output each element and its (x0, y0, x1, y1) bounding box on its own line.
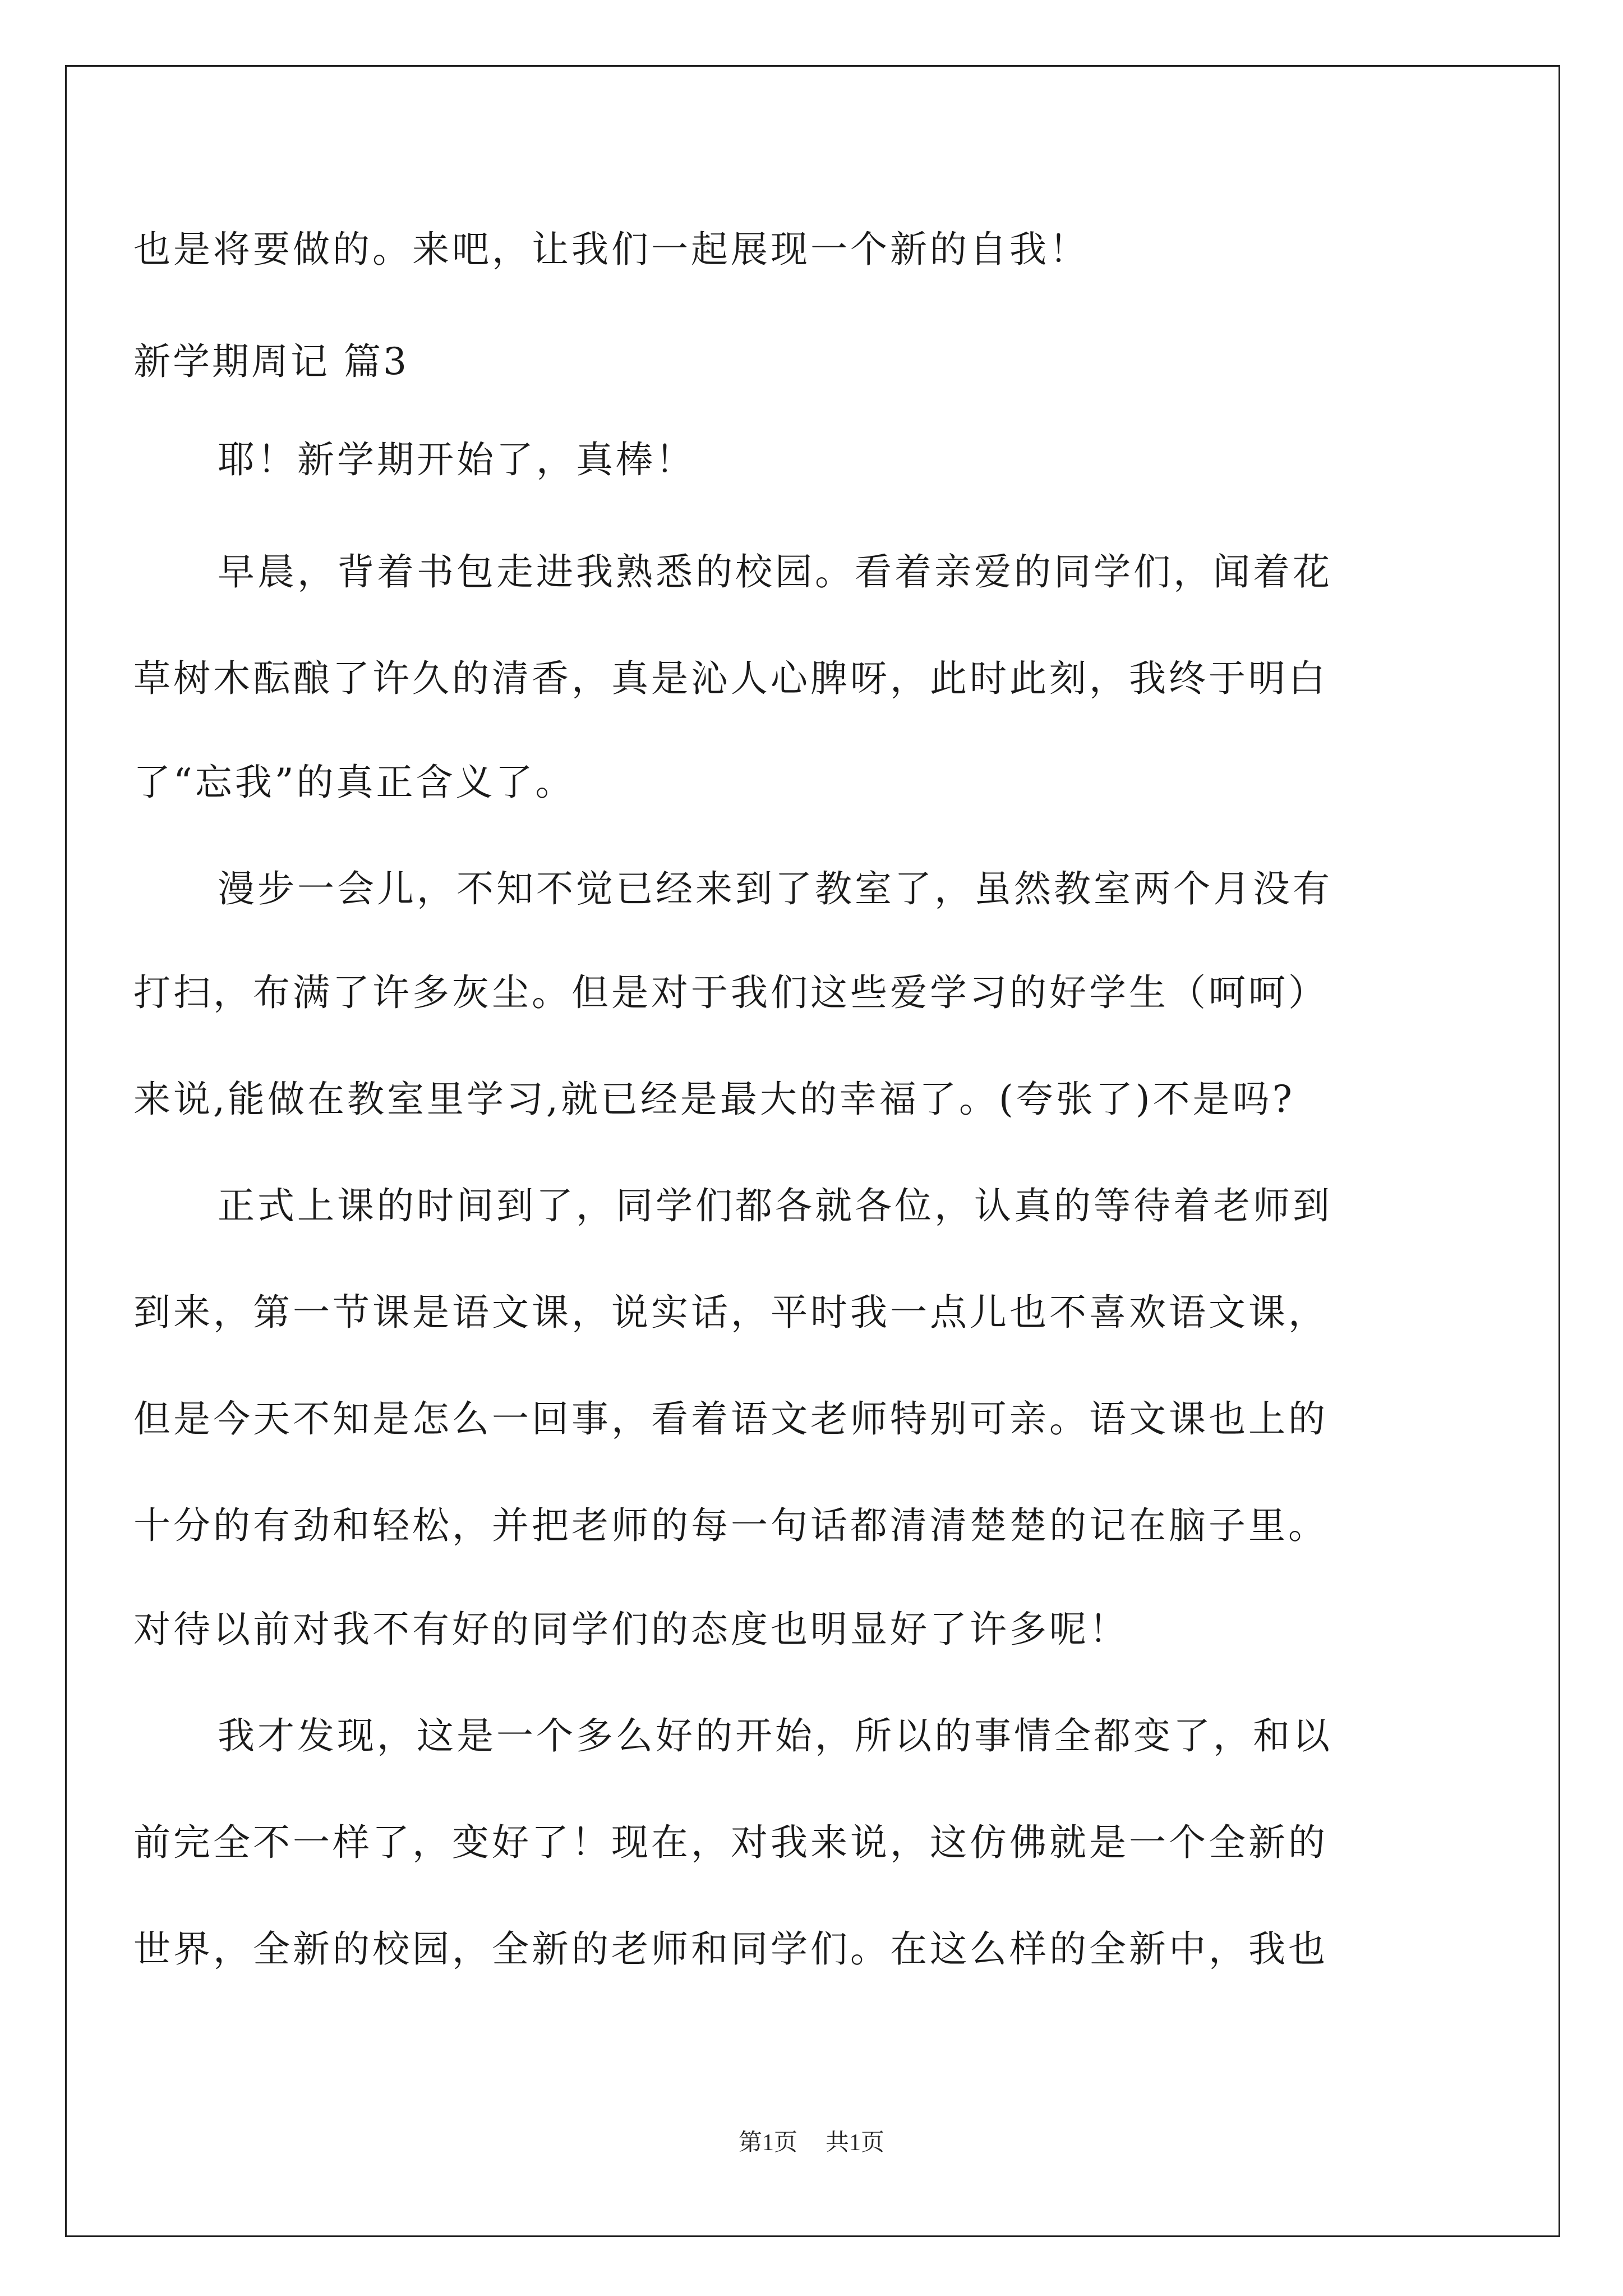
paragraph-continuation-line: 也是将要做的。来吧，让我们一起展现一个新的自我！ (133, 228, 1089, 271)
paragraph-line: 耶！新学期开始了，真棒！ (218, 438, 695, 481)
page-border (65, 65, 1560, 2237)
paragraph-line: 正式上课的时间到了，同学们都各就各位，认真的等待着老师到 (218, 1184, 1332, 1227)
paragraph-line: 我才发现，这是一个多么好的开始，所以的事情全都变了，和以 (218, 1714, 1332, 1757)
paragraph-line: 世界，全新的校园，全新的老师和同学们。在这么样的全新中，我也 (133, 1927, 1328, 1971)
paragraph-line: 草树木酝酿了许久的清香，真是沁人心脾呀，此时此刻，我终于明白 (133, 657, 1328, 700)
page-footer (0, 2129, 1623, 2157)
paragraph-line: 前完全不一样了，变好了！现在，对我来说，这仿佛就是一个全新的 (133, 1821, 1328, 1864)
page-number-total: 共1页 (826, 2130, 885, 2156)
paragraph-line: 但是今天不知是怎么一回事，看着语文老师特别可亲。语文课也上的 (133, 1397, 1328, 1441)
paragraph-line: 打扫，布满了许多灰尘。但是对于我们这些爱学习的好学生（呵呵） (133, 971, 1328, 1014)
section-heading: 新学期周记 篇3 (133, 340, 409, 383)
paragraph-line: 十分的有劲和轻松，并把老师的每一句话都清清楚楚的记在脑子里。 (133, 1504, 1328, 1547)
paragraph-line: 了“忘我”的真正含义了。 (133, 761, 575, 804)
paragraph-line: 到来，第一节课是语文课，说实话，平时我一点儿也不喜欢语文课， (133, 1291, 1328, 1334)
page-number-current: 第1页 (738, 2130, 797, 2156)
paragraph-line: 来说,能做在教室里学习,就已经是最大的幸福了。(夸张了)不是吗? (133, 1078, 1295, 1121)
paragraph-line: 对待以前对我不有好的同学们的态度也明显好了许多呢！ (133, 1608, 1129, 1651)
paragraph-line: 漫步一会儿，不知不觉已经来到了教室了，虽然教室两个月没有 (218, 867, 1332, 910)
paragraph-line: 早晨，背着书包走进我熟悉的校园。看着亲爱的同学们，闻着花 (218, 550, 1332, 593)
